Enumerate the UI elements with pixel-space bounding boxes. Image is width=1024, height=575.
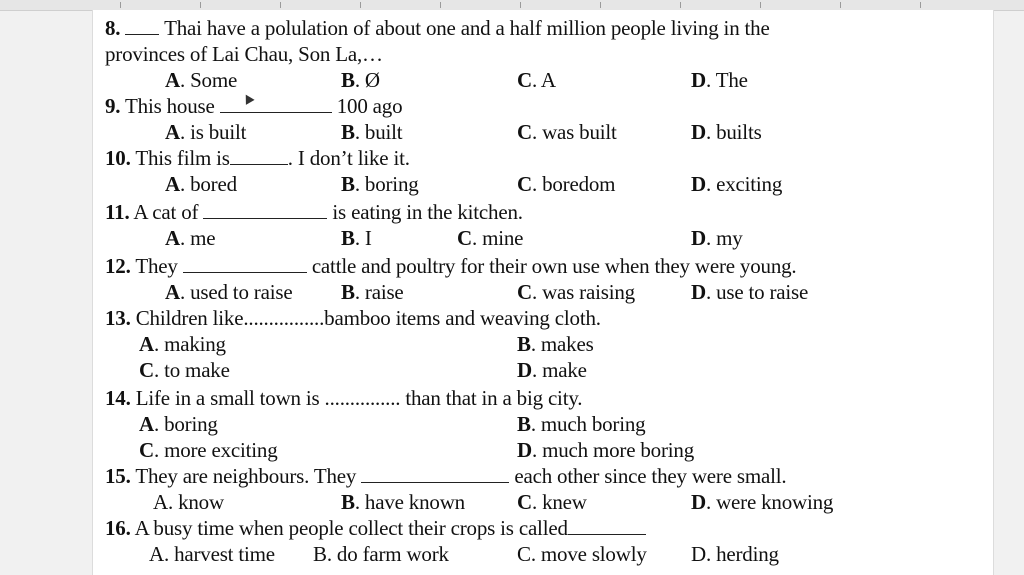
option-letter: C <box>517 280 532 304</box>
option-letter: B <box>517 412 531 436</box>
question-text-before: They <box>135 254 178 278</box>
option-text: . my <box>705 226 743 250</box>
option-a <box>139 332 226 356</box>
option-text: . bored <box>179 172 237 196</box>
question-text-before: A busy time when people collect their crops is called <box>134 516 568 540</box>
ruler-tick <box>360 2 361 8</box>
ruler-tick <box>200 2 201 8</box>
ruler-tick <box>760 2 761 8</box>
option-a <box>165 68 237 92</box>
answer-blank <box>361 464 509 483</box>
option-letter: B <box>341 172 355 196</box>
option-b <box>517 332 594 356</box>
option-letter: D <box>517 438 532 462</box>
ruler-tick <box>440 2 441 8</box>
option-letter: D <box>691 68 706 92</box>
document-page[interactable] <box>92 10 994 575</box>
option-c <box>457 226 523 250</box>
question-number: 11. <box>105 200 130 224</box>
ruler-tick <box>520 2 521 8</box>
option-letter: D <box>691 490 706 514</box>
option-letter: D <box>691 280 706 304</box>
option-text: . herding <box>705 542 779 566</box>
option-d <box>691 542 779 566</box>
option-text: . exciting <box>705 172 783 196</box>
option-text: . The <box>705 68 748 92</box>
option-text: . much more boring <box>531 438 695 462</box>
option-d <box>691 226 743 250</box>
option-letter: B <box>341 68 355 92</box>
option-letter: C <box>517 120 532 144</box>
option-a <box>165 172 237 196</box>
question-12 <box>105 254 796 278</box>
option-text: . builts <box>705 120 762 144</box>
answer-blank <box>220 94 332 113</box>
option-a <box>153 490 224 514</box>
question-text-before: This film is <box>135 146 230 170</box>
ruler-tick <box>680 2 681 8</box>
option-letter: D <box>691 120 706 144</box>
question-number: 10. <box>105 146 131 170</box>
option-d <box>517 438 694 462</box>
option-c <box>517 490 587 514</box>
option-text: . was built <box>531 120 617 144</box>
question-text: Children like................bamboo items and weaving cloth. <box>135 306 601 330</box>
option-c <box>517 120 617 144</box>
option-text: . used to raise <box>179 280 293 304</box>
option-c <box>517 68 556 92</box>
answer-blank <box>203 200 327 219</box>
option-letter: C <box>517 542 531 566</box>
option-letter: B <box>341 120 355 144</box>
question-text-after: . I don’t like it. <box>287 146 410 170</box>
option-letter: D <box>691 172 706 196</box>
option-letter: C <box>517 68 532 92</box>
question-number: 15. <box>105 464 131 488</box>
question-number: 8. <box>105 16 121 40</box>
option-text: . knew <box>531 490 587 514</box>
option-d <box>691 280 808 304</box>
option-text: . makes <box>530 332 594 356</box>
option-letter: B <box>517 332 531 356</box>
ruler-tick <box>840 2 841 8</box>
option-a <box>149 542 275 566</box>
question-8-continued: provinces of Lai Chau, Son La,… <box>105 42 383 66</box>
option-letter: A <box>139 332 154 356</box>
option-a <box>165 120 246 144</box>
option-b <box>341 172 419 196</box>
option-b <box>341 120 402 144</box>
ruler-tick <box>120 2 121 8</box>
question-8 <box>105 16 770 40</box>
option-b <box>341 68 380 92</box>
option-text: . making <box>153 332 226 356</box>
option-text: . was raising <box>531 280 635 304</box>
option-letter: A <box>153 490 168 514</box>
option-d <box>691 490 833 514</box>
option-c <box>139 438 278 462</box>
option-text: . make <box>531 358 587 382</box>
question-14 <box>105 386 582 410</box>
option-c <box>139 358 230 382</box>
question-13 <box>105 306 601 330</box>
question-text-before: This house <box>125 94 215 118</box>
question-text-after: cattle and poultry for their own use when they were young. <box>311 254 797 278</box>
question-number: 13. <box>105 306 131 330</box>
option-d <box>691 120 762 144</box>
question-text-before: They are neighbours. They <box>135 464 357 488</box>
answer-blank <box>125 16 159 35</box>
question-text: Thai have a polulation of about one and a half million people living in the <box>164 16 770 40</box>
option-text: . mine <box>471 226 524 250</box>
option-letter: B <box>341 226 355 250</box>
option-text: . have known <box>354 490 465 514</box>
option-text: . do farm work <box>326 542 449 566</box>
option-letter: B <box>313 542 327 566</box>
option-a <box>165 226 215 250</box>
option-text: . is built <box>179 120 247 144</box>
option-c <box>517 542 647 566</box>
option-text: . Some <box>179 68 238 92</box>
option-c <box>517 280 635 304</box>
question-text-after: is eating in the kitchen. <box>332 200 523 224</box>
option-d <box>691 68 748 92</box>
option-letter: C <box>517 490 532 514</box>
option-letter: D <box>517 358 532 382</box>
option-text: . boring <box>153 412 218 436</box>
option-a <box>165 280 292 304</box>
option-text: . I <box>354 226 372 250</box>
question-16 <box>105 516 646 540</box>
option-b <box>313 542 449 566</box>
option-text: . me <box>179 226 216 250</box>
question-number: 9. <box>105 94 121 118</box>
option-text: . boredom <box>531 172 616 196</box>
option-letter: A <box>165 68 180 92</box>
option-text: . move slowly <box>530 542 647 566</box>
option-letter: A <box>165 172 180 196</box>
option-text: . A <box>531 68 556 92</box>
ruler-tick <box>280 2 281 8</box>
option-text: . built <box>354 120 403 144</box>
option-text: . use to raise <box>705 280 809 304</box>
option-d <box>517 358 587 382</box>
option-d <box>691 172 782 196</box>
option-text: . raise <box>354 280 404 304</box>
option-letter: C <box>139 438 154 462</box>
option-b <box>341 490 465 514</box>
option-letter: B <box>341 490 355 514</box>
question-text-after: each other since they were small. <box>514 464 787 488</box>
option-text: . know <box>167 490 224 514</box>
option-b <box>517 412 645 436</box>
option-letter: A <box>165 280 180 304</box>
option-letter: C <box>139 358 154 382</box>
option-letter: A <box>139 412 154 436</box>
option-letter: C <box>517 172 532 196</box>
option-text: . boring <box>354 172 419 196</box>
question-text-before: A cat of <box>133 200 199 224</box>
question-15 <box>105 464 786 488</box>
option-c <box>517 172 615 196</box>
option-letter: D <box>691 226 706 250</box>
question-11 <box>105 200 523 224</box>
question-number: 16. <box>105 516 131 540</box>
option-letter: B <box>341 280 355 304</box>
option-text: . harvest time <box>163 542 275 566</box>
option-letter: C <box>457 226 472 250</box>
option-a <box>139 412 218 436</box>
answer-blank <box>568 516 646 535</box>
option-letter: A <box>165 226 180 250</box>
option-letter: D <box>691 542 706 566</box>
ruler-tick <box>920 2 921 8</box>
option-b <box>341 280 404 304</box>
option-text: . to make <box>153 358 230 382</box>
option-letter: A <box>149 542 164 566</box>
option-letter: A <box>165 120 180 144</box>
ruler-tick <box>600 2 601 8</box>
option-text: . much boring <box>530 412 646 436</box>
question-text: Life in a small town is ............... than that in a big city. <box>135 386 583 410</box>
question-number: 12. <box>105 254 131 278</box>
question-number: 14. <box>105 386 131 410</box>
question-10 <box>105 146 410 170</box>
option-b <box>341 226 372 250</box>
question-text-after: 100 ago <box>336 94 403 118</box>
option-text: . Ø <box>354 68 380 92</box>
option-text: . were knowing <box>705 490 834 514</box>
answer-blank <box>183 254 307 273</box>
option-text: . more exciting <box>153 438 278 462</box>
answer-blank <box>230 146 288 165</box>
